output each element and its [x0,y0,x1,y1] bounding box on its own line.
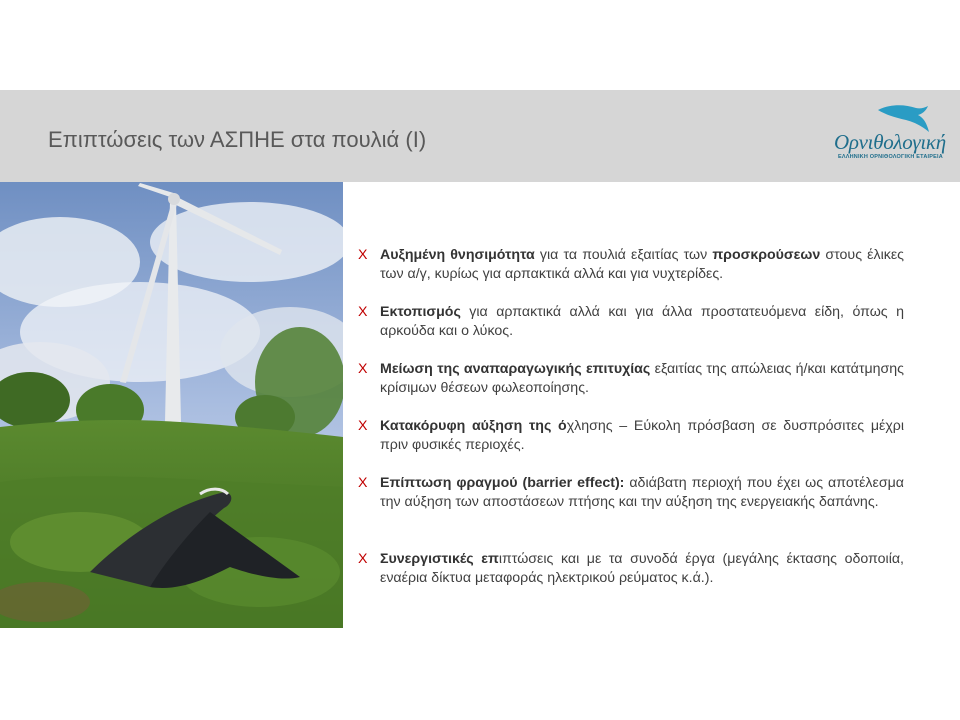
x-marker: X [358,247,368,263]
bullet-bold-text: Αυξημένη θνησιμότητα [380,247,535,263]
slide-title: Επιπτώσεις των ΑΣΠΗΕ στα πουλιά (Ι) [48,127,427,152]
x-marker: X [358,551,368,567]
bullet-item [358,303,904,341]
logo-name: Ορνιθολογική [834,130,946,154]
logo-subtitle: ΕΛΛΗΝΙΚΗ ΟΡΝΙΘΟΛΟΓΙΚΗ ΕΤΑΙΡΕΙΑ [838,154,943,160]
bullet-text: για αρπακτικά αλλά και για άλλα προστατευόμενα είδη, όπως η αρκούδα και ο λύκος. [380,304,904,339]
bullet-bold-text: Μείωση της αναπαραγωγικής επιτυχίας [380,361,651,377]
bullet-bold-text: Εκτοπισμός [380,304,461,320]
x-marker: X [358,304,368,320]
bullet-text: αδιάβατη περιοχή που έχει ως αποτέλεσμα την αύξηση των αποστάσεων πτήσης και την αύξηση της ενεργειακής δαπάνης. [380,475,904,510]
bullet-item [358,417,904,455]
x-marker: X [358,418,368,434]
bullet-text: εξαιτίας της απώλειας ή/και κατάτμησης κρίσιμων θέσεων φωλεοποίησης. [380,361,904,396]
bullet-item [358,474,904,512]
bullet-text: για τα πουλιά εξαιτίας των [534,247,713,263]
bullet-item [358,360,904,398]
bullet-text: χλησης – Εύκολη πρόσβαση σε δυσπρόσιτες μέχρι πριν φυσικές περιοχές. [380,418,904,453]
x-marker: X [358,475,368,491]
bullet-bold-text: Επίπτωση φραγμού (barrier effect): [380,475,625,491]
x-marker: X [358,361,368,377]
bullet-bold-text: Κατακόρυφη αύξηση της ό [380,418,567,434]
bullet-item [358,246,904,284]
bullet-text: στους έλικες των α/γ, κυρίως για αρπακτικά αλλά και για νυχτερίδες. [380,247,904,282]
bullet-item [358,550,904,588]
wind-turbine-photo [0,182,343,628]
bullet-text: ιπτώσεις και με τα συνοδά έργα (μεγάλης έκτασης οδοποιία, εναέρια δίκτυα μεταφοράς ηλεκτρικού ρεύματος κ.ά.). [380,551,904,586]
bullet-bold-text: προσκρούσεων [712,247,821,263]
logo [834,102,944,164]
bullet-bold-text: Συνεργιστικές επ [380,551,499,567]
